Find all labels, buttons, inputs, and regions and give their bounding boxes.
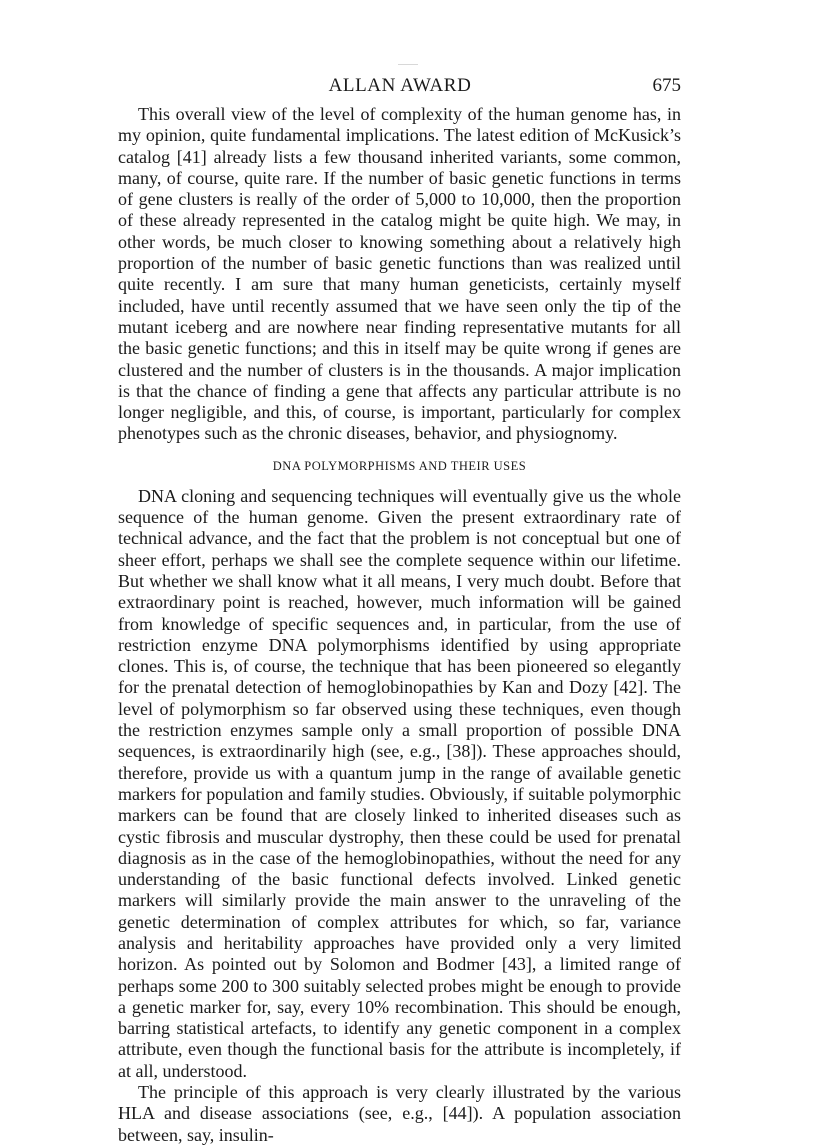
page-number: 675 [652, 75, 681, 96]
paragraph-hla-associations: The principle of this approach is very clearly illustrated by the various HLA and disease associations (see, e.g., [44]). A population association between, say, insulin- [118, 1082, 681, 1145]
running-head: ALLAN AWARD [328, 75, 472, 96]
top-rule [398, 64, 418, 65]
body-text [118, 104, 681, 1146]
section-heading: DNA POLYMORPHISMS AND THEIR USES [272, 458, 527, 473]
paragraph-genome-complexity: This overall view of the level of complexity of the human genome has, in my opinion, quite fundamental implications. The latest edition of McKusick’s catalog [41] already lists a few thousand inherited variants, some common, many, of course, quite rare. If the number of basic genetic functions in terms of gene clusters is really of the order of 5,000 to 10,000, then the proportion of these already represented in the catalog might be quite high. We may, in other words, be much closer to knowing something about a relatively high proportion of the number of basic genetic functions than was realized until quite recently. I am sure that many human geneticists, certainly myself included, have until recently assumed that we have seen only the tip of the mutant iceberg and are nowhere near finding representative mutants for all the basic genetic functions; and this in itself may be quite wrong if genes are clustered and the number of clusters is in the thousands. A major implication is that the chance of finding a gene that affects any particular attribute is no longer negligible, and this, of course, is important, particularly for complex phenotypes such as the chronic diseases, behavior, and physiognomy. [118, 104, 681, 444]
page-header [119, 72, 681, 100]
paragraph-dna-polymorphisms: DNA cloning and sequencing techniques will eventually give us the whole sequence of the human genome. Given the present extraordinary rate of technical advance, and the fact that the problem is not conceptual but one of sheer effort, perhaps we shall see the complete sequence within our lifetime. But whether we shall know what it all means, I very much doubt. Before that extraordinary point is reached, however, much information will be gained from knowledge of specific sequences and, in particular, from the use of restriction enzyme DNA polymorphisms identified by using appropriate clones. This is, of course, the technique that has been pioneered so elegantly for the prenatal detection of hemoglobinopathies by Kan and Dozy [42]. The level of polymorphism so far observed using these techniques, even though the restriction enzymes sample only a small proportion of possible DNA sequences, is extraordinarily high (see, e.g., [38]). These approaches should, therefore, provide us with a quantum jump in the range of available genetic markers for population and family studies. Obviously, if suitable polymorphic markers can be found that are closely linked to inherited diseases such as cystic fibrosis and muscular dystrophy, then these could be used for prenatal diagnosis as in the case of the hemoglobinopathies, without the need for any understanding of the basic functional defects involved. Linked genetic markers will similarly provide the main answer to the unraveling of the genetic determination of complex attributes for which, so far, variance analysis and heritability approaches have provided only a very limited horizon. As pointed out by Solomon and Bodmer [43], a limited range of perhaps some 200 to 300 suitably selected probes might be enough to provide a genetic marker for, say, every 10% recombination. This should be enough, barring statistical artefacts, to identify any genetic component in a complex attribute, even though the functional basis for the attribute is incompletely, if at all, understood. [118, 485, 681, 1081]
